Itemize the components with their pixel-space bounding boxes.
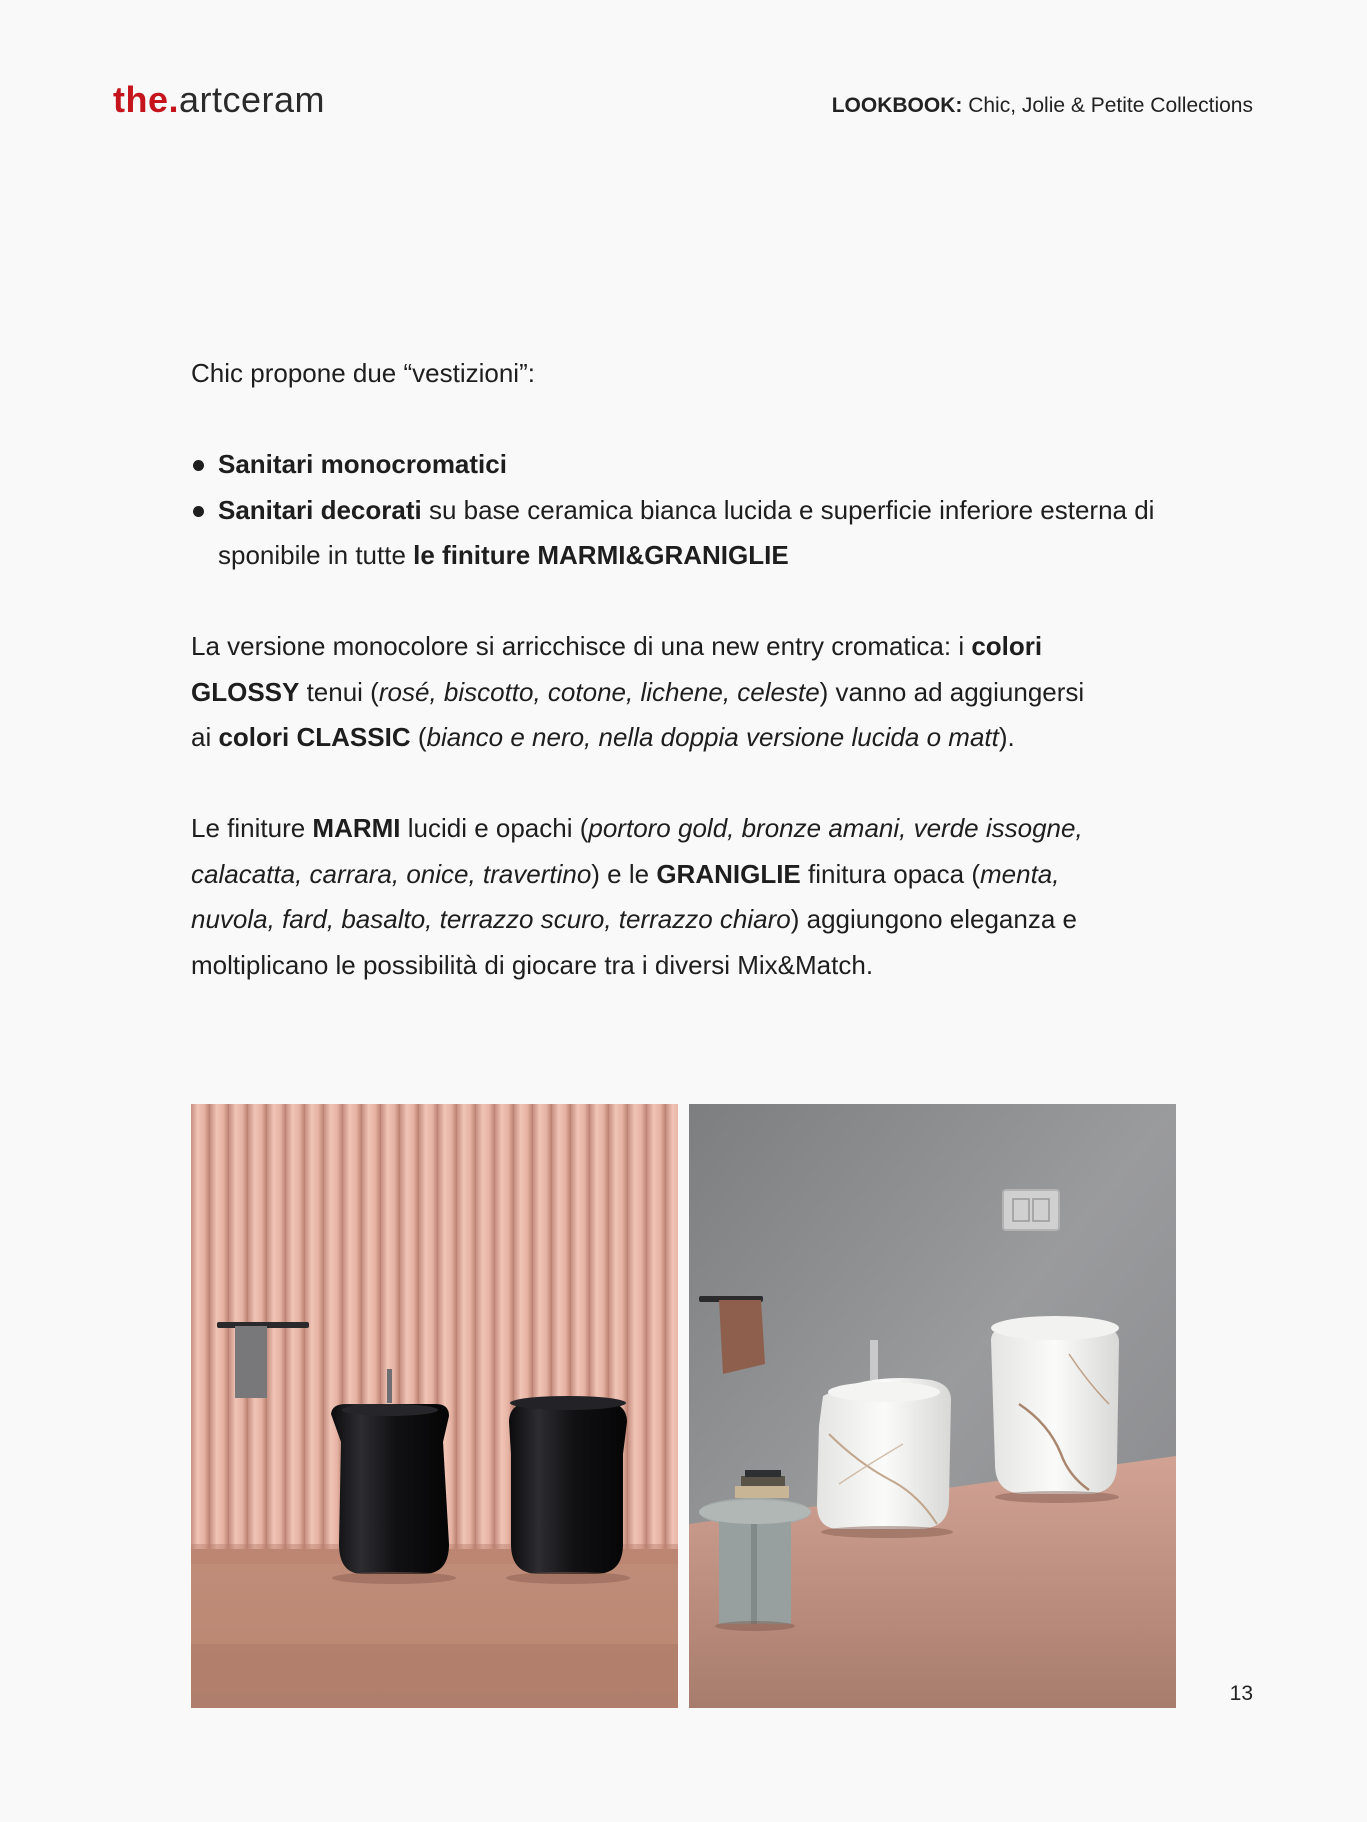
finishes-paragraph: Le finiture MARMI lucidi e opachi (portoro gold, bronze amani, verde issogne, calacatta, carrara, onice, travertino) e le GRANIGLIE finitura opaca (menta, nuvola, fard, basalto, terrazzo scuro, terrazzo chiaro) aggiungono eleganza e moltiplicano le possibilità di giocare tra i diversi Mix&Match.: [191, 813, 1083, 980]
bullet-dot-icon: [193, 506, 204, 517]
lookbook-label: LOOKBOOK:: [831, 94, 963, 117]
list-item: Sanitari decorati su base ceramica bianca lucida e superficie inferiore esterna di sponibile in tutte le finiture MARMI&GRANIGLIE: [191, 488, 1198, 579]
lookbook-title: Chic, Jolie & Petite Collections: [962, 94, 1253, 117]
marble-sanitaryware-photo: [689, 1104, 1176, 1708]
page-number: 13: [1229, 1682, 1253, 1705]
bullet-dot-icon: [193, 460, 204, 471]
body-text: [191, 351, 1201, 988]
logo-name: artceram: [179, 79, 326, 120]
lookbook-header: [832, 92, 1253, 120]
glossy-paragraph: La versione monocolore si arricchisce di una new entry cromatica: i colori GLOSSY tenui (rosé, biscotto, cotone, lichene, celeste) vanno ad aggiungersi ai colori CLASSIC (bianco e nero, nella doppia versione lucida o matt).: [191, 631, 1085, 752]
black-sanitaryware-photo: [191, 1104, 678, 1708]
list-item: Sanitari monocromatici: [191, 442, 1201, 488]
finish-list: [191, 442, 1201, 579]
logo-brand: the.: [113, 79, 180, 120]
intro-line: Chic propone due “vestizioni”:: [191, 358, 535, 388]
artceram-logo: [113, 78, 325, 122]
